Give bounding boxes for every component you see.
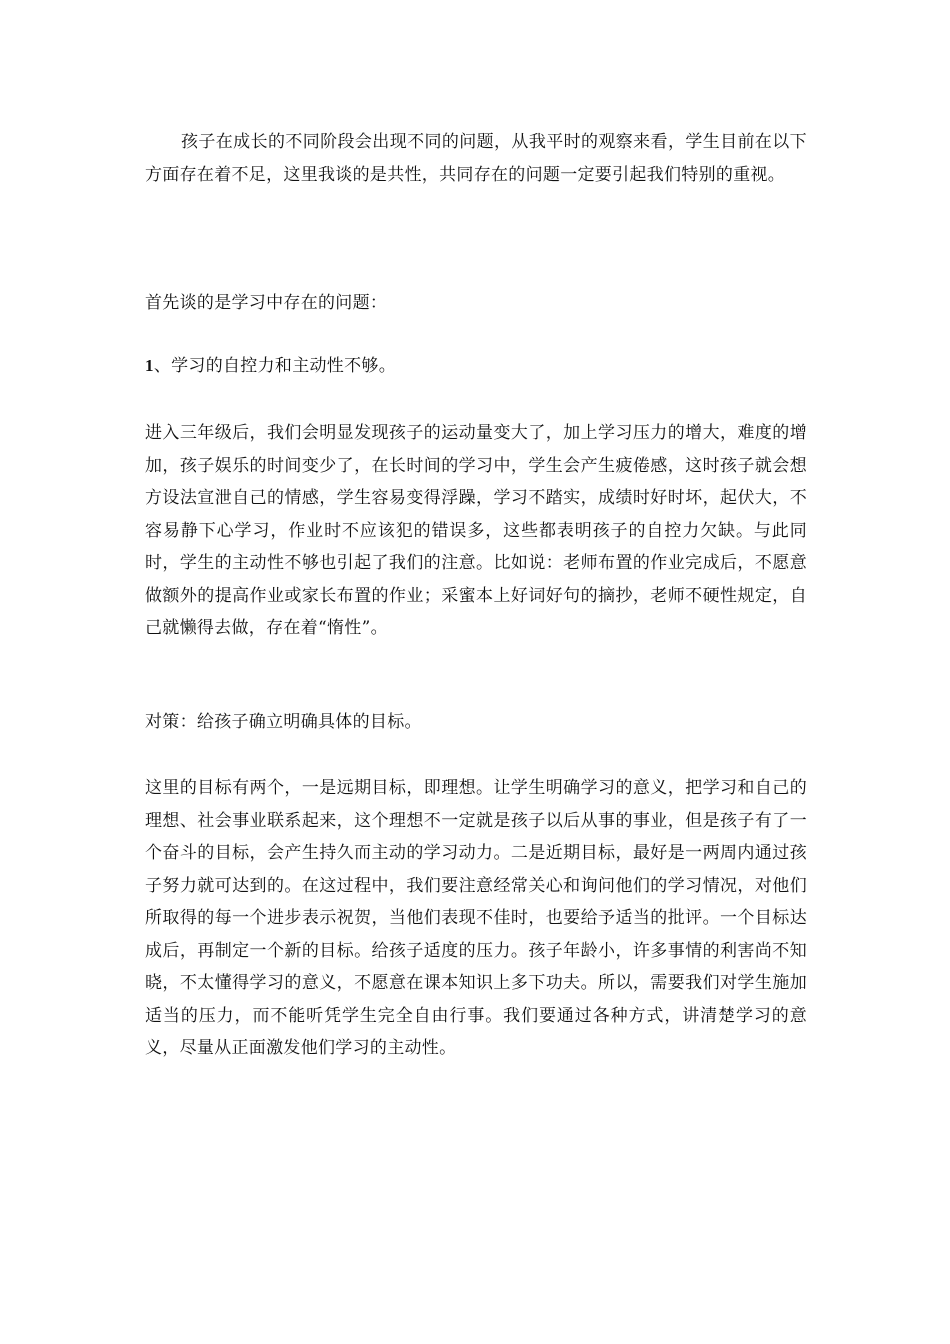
intro-paragraph: 孩子在成长的不同阶段会出现不同的问题，从我平时的观察来看，学生目前在以下方面存在着不足，这里我谈的是共性，共同存在的问题一定要引起我们特别的重视。: [145, 132, 807, 185]
strategy-line: 对策：给孩子确立明确具体的目标。: [145, 712, 422, 732]
strategy-detail-paragraph: 这里的目标有两个，一是远期目标，即理想。让学生明确学习的意义，把学习和自己的理想、社会事业联系起来，这个理想不一定就是孩子以后从事的事业，但是孩子有了一个奋斗的目标，会产生持久而主动的学习动力。二是近期目标，最好是一两周内通过孩子努力就可达到的。在这过程中，我们要注意经常关心和询问他们的学习情况，对他们所取得的每一个进步表示祝贺，当他们表现不佳时，也要给予适当的批评。一个目标达成后，再制定一个新的目标。给孩子适度的压力。孩子年龄小，许多事情的利害尚不知晓，不太懂得学习的意义，不愿意在课本知识上多下功夫。所以，需要我们对学生施加适当的压力，而不能听凭学生完全自由行事。我们要通过各种方式，讲清楚学习的意义，尽量从正面激发他们学习的主动性。: [145, 778, 807, 1058]
item-number: 1: [145, 356, 154, 375]
section-intro: 首先谈的是学习中存在的问题：: [145, 293, 388, 313]
item-title: 、学习的自控力和主动性不够。: [153, 356, 397, 376]
problem-paragraph: 进入三年级后，我们会明显发现孩子的运动量变大了，加上学习压力的增大，难度的增加，孩子娱乐的时间变少了，在长时间的学习中，学生会产生疲倦感，这时孩子就会想方设法宣泄自己的情感，学生容易变得浮躁，学习不踏实，成绩时好时坏，起伏大，不容易静下心学习，作业时不应该犯的错误多，这些都表明孩子的自控力欠缺。与此同时，学生的主动性不够也引起了我们的注意。比如说：老师布置的作业完成后，不愿意做额外的提高作业或家长布置的作业；采蜜本上好词好句的摘抄，老师不硬性规定，自己就懒得去做，存在着“惰性”。: [145, 423, 807, 638]
item-heading: [145, 350, 807, 383]
